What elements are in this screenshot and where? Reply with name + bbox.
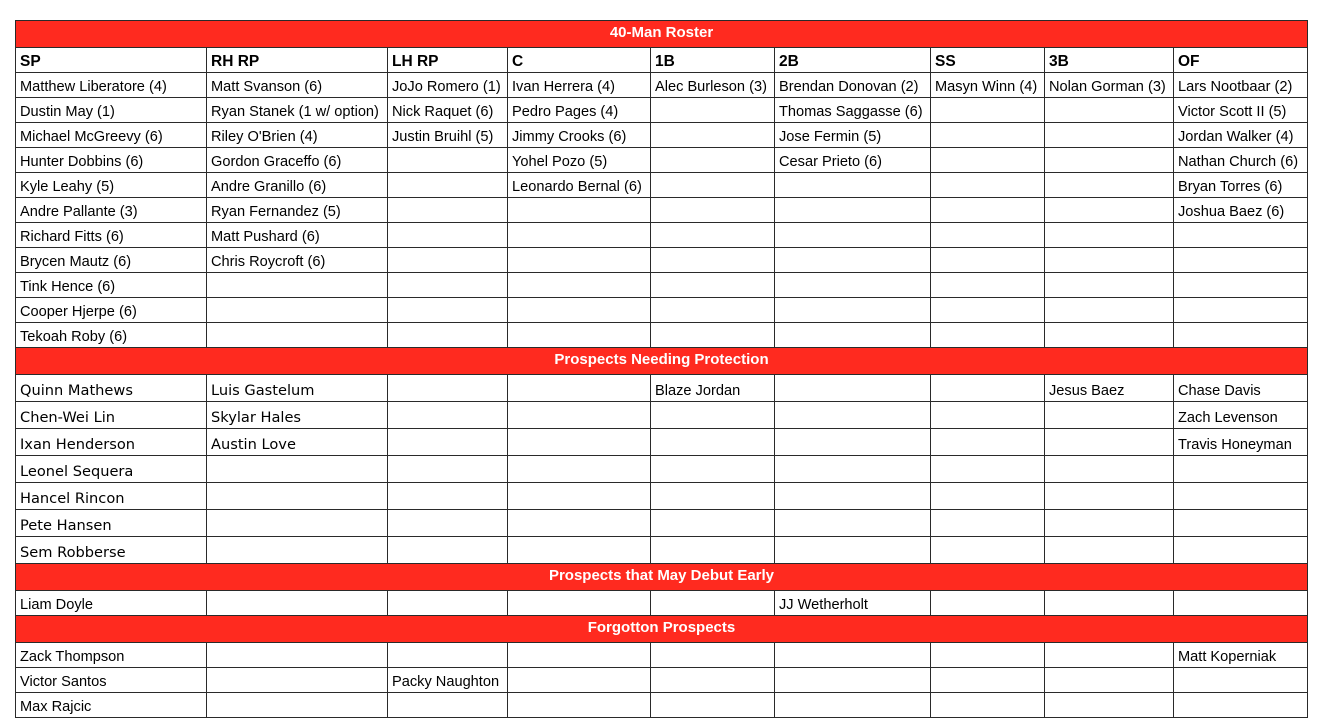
player-cell [651, 456, 775, 483]
player-cell [207, 591, 388, 616]
player-cell [207, 537, 388, 564]
player-cell [931, 98, 1045, 123]
player-cell [651, 198, 775, 223]
player-cell [207, 456, 388, 483]
player-cell [931, 123, 1045, 148]
player-cell [931, 402, 1045, 429]
player-cell [651, 123, 775, 148]
player-cell: Matt Pushard (6) [207, 223, 388, 248]
player-cell [1045, 98, 1174, 123]
column-header: OF [1174, 48, 1308, 73]
player-cell [775, 510, 931, 537]
player-cell [1045, 173, 1174, 198]
player-cell [388, 643, 508, 668]
player-cell [931, 483, 1045, 510]
player-cell [1045, 591, 1174, 616]
table-row [16, 510, 1308, 537]
player-cell [1045, 668, 1174, 693]
column-header: C [508, 48, 651, 73]
player-cell [775, 429, 931, 456]
player-cell [388, 591, 508, 616]
player-cell [508, 248, 651, 273]
player-cell [1045, 456, 1174, 483]
player-cell [775, 323, 931, 348]
player-cell [388, 429, 508, 456]
column-header-row [16, 48, 1308, 73]
table-row [16, 375, 1308, 402]
player-cell [931, 537, 1045, 564]
table-row [16, 591, 1308, 616]
player-cell [775, 668, 931, 693]
player-cell [1174, 223, 1308, 248]
player-cell: Tekoah Roby (6) [16, 323, 207, 348]
player-cell [1045, 643, 1174, 668]
player-cell [388, 402, 508, 429]
player-cell: Jordan Walker (4) [1174, 123, 1308, 148]
section-title: Prospects that May Debut Early [16, 564, 1308, 591]
column-header: SP [16, 48, 207, 73]
player-cell [1045, 148, 1174, 173]
player-cell [207, 668, 388, 693]
player-cell [388, 198, 508, 223]
player-cell: Brendan Donovan (2) [775, 73, 931, 98]
player-cell [508, 591, 651, 616]
player-cell [775, 298, 931, 323]
player-cell: Travis Honeyman [1174, 429, 1308, 456]
player-cell: Leonel Sequera [16, 456, 207, 483]
player-cell [775, 273, 931, 298]
player-cell [508, 456, 651, 483]
player-cell: JoJo Romero (1) [388, 73, 508, 98]
player-cell [388, 537, 508, 564]
table-row [16, 643, 1308, 668]
player-cell [775, 248, 931, 273]
player-cell: Andre Pallante (3) [16, 198, 207, 223]
player-cell: Jimmy Crooks (6) [508, 123, 651, 148]
player-cell: Skylar Hales [207, 402, 388, 429]
player-cell [1174, 273, 1308, 298]
player-cell [388, 510, 508, 537]
player-cell: Blaze Jordan [651, 375, 775, 402]
table-row [16, 123, 1308, 148]
column-header: 2B [775, 48, 931, 73]
player-cell: Victor Santos [16, 668, 207, 693]
player-cell [651, 223, 775, 248]
player-cell [207, 298, 388, 323]
player-cell [651, 510, 775, 537]
player-cell [508, 429, 651, 456]
table-row [16, 429, 1308, 456]
player-cell [388, 223, 508, 248]
player-cell [207, 273, 388, 298]
player-cell [931, 223, 1045, 248]
player-cell: Michael McGreevy (6) [16, 123, 207, 148]
player-cell [388, 483, 508, 510]
table-row [16, 248, 1308, 273]
table-row [16, 198, 1308, 223]
table-row [16, 98, 1308, 123]
player-cell: Kyle Leahy (5) [16, 173, 207, 198]
player-cell [931, 510, 1045, 537]
player-cell [775, 643, 931, 668]
table-row [16, 537, 1308, 564]
player-cell [651, 273, 775, 298]
player-cell [775, 537, 931, 564]
player-cell: Dustin May (1) [16, 98, 207, 123]
player-cell: Zach Levenson [1174, 402, 1308, 429]
player-cell [775, 483, 931, 510]
player-cell [388, 456, 508, 483]
player-cell [775, 402, 931, 429]
player-cell: Matt Svanson (6) [207, 73, 388, 98]
player-cell: Chase Davis [1174, 375, 1308, 402]
player-cell: Victor Scott II (5) [1174, 98, 1308, 123]
table-row [16, 298, 1308, 323]
player-cell [775, 375, 931, 402]
player-cell [388, 375, 508, 402]
table-row [16, 223, 1308, 248]
player-cell [651, 591, 775, 616]
table-row [16, 668, 1308, 693]
player-cell: Justin Bruihl (5) [388, 123, 508, 148]
roster-table [15, 20, 1308, 718]
player-cell [207, 643, 388, 668]
player-cell [1045, 323, 1174, 348]
player-cell: Richard Fitts (6) [16, 223, 207, 248]
player-cell: Thomas Saggasse (6) [775, 98, 931, 123]
player-cell [207, 483, 388, 510]
player-cell [1045, 248, 1174, 273]
table-row [16, 323, 1308, 348]
player-cell [1045, 510, 1174, 537]
player-cell [508, 198, 651, 223]
column-header: 3B [1045, 48, 1174, 73]
section-title: Forgotton Prospects [16, 616, 1308, 643]
player-cell: Quinn Mathews [16, 375, 207, 402]
player-cell [651, 537, 775, 564]
player-cell [1174, 483, 1308, 510]
table-row [16, 693, 1308, 718]
player-cell [651, 148, 775, 173]
table-row [16, 148, 1308, 173]
column-header: 1B [651, 48, 775, 73]
player-cell [508, 537, 651, 564]
player-cell: Ryan Stanek (1 w/ option) [207, 98, 388, 123]
player-cell [651, 248, 775, 273]
player-cell [388, 693, 508, 718]
player-cell [651, 693, 775, 718]
player-cell [931, 173, 1045, 198]
player-cell [775, 223, 931, 248]
player-cell [508, 402, 651, 429]
player-cell [651, 323, 775, 348]
player-cell [1045, 483, 1174, 510]
player-cell [508, 510, 651, 537]
player-cell: Riley O'Brien (4) [207, 123, 388, 148]
player-cell [1045, 537, 1174, 564]
player-cell: Hunter Dobbins (6) [16, 148, 207, 173]
player-cell [1174, 668, 1308, 693]
table-row [16, 402, 1308, 429]
player-cell [1045, 223, 1174, 248]
player-cell [651, 402, 775, 429]
player-cell [931, 375, 1045, 402]
player-cell [1045, 273, 1174, 298]
player-cell [1174, 510, 1308, 537]
table-row [16, 73, 1308, 98]
player-cell [508, 298, 651, 323]
player-cell: Nick Raquet (6) [388, 98, 508, 123]
player-cell: Ryan Fernandez (5) [207, 198, 388, 223]
player-cell: Pedro Pages (4) [508, 98, 651, 123]
player-cell [207, 693, 388, 718]
player-cell [1174, 693, 1308, 718]
player-cell: Lars Nootbaar (2) [1174, 73, 1308, 98]
player-cell [508, 273, 651, 298]
player-cell [651, 643, 775, 668]
player-cell: Matt Koperniak [1174, 643, 1308, 668]
player-cell: Chris Roycroft (6) [207, 248, 388, 273]
player-cell [651, 668, 775, 693]
player-cell [931, 643, 1045, 668]
player-cell: Ixan Henderson [16, 429, 207, 456]
player-cell [931, 148, 1045, 173]
player-cell [508, 223, 651, 248]
player-cell [1174, 591, 1308, 616]
player-cell: Pete Hansen [16, 510, 207, 537]
player-cell [1045, 198, 1174, 223]
player-cell: Alec Burleson (3) [651, 73, 775, 98]
player-cell: Luis Gastelum [207, 375, 388, 402]
player-cell: Jose Fermin (5) [775, 123, 931, 148]
table-row [16, 483, 1308, 510]
column-header: RH RP [207, 48, 388, 73]
player-cell: Joshua Baez (6) [1174, 198, 1308, 223]
player-cell: Tink Hence (6) [16, 273, 207, 298]
player-cell [651, 429, 775, 456]
section-header-protection [16, 348, 1308, 375]
player-cell [508, 693, 651, 718]
player-cell: Zack Thompson [16, 643, 207, 668]
section-header-debut [16, 564, 1308, 591]
player-cell [1045, 298, 1174, 323]
player-cell: Andre Granillo (6) [207, 173, 388, 198]
section-title: Prospects Needing Protection [16, 348, 1308, 375]
player-cell [508, 668, 651, 693]
player-cell [508, 483, 651, 510]
player-cell [931, 198, 1045, 223]
player-cell [1045, 123, 1174, 148]
column-header: SS [931, 48, 1045, 73]
player-cell [651, 298, 775, 323]
player-cell: JJ Wetherholt [775, 591, 931, 616]
player-cell [1045, 693, 1174, 718]
player-cell: Matthew Liberatore (4) [16, 73, 207, 98]
player-cell [1174, 298, 1308, 323]
player-cell: Gordon Graceffo (6) [207, 148, 388, 173]
player-cell [388, 298, 508, 323]
player-cell: Masyn Winn (4) [931, 73, 1045, 98]
player-cell: Cesar Prieto (6) [775, 148, 931, 173]
player-cell: Sem Robberse [16, 537, 207, 564]
player-cell [931, 323, 1045, 348]
player-cell [508, 375, 651, 402]
player-cell [388, 248, 508, 273]
player-cell: Ivan Herrera (4) [508, 73, 651, 98]
player-cell [1045, 402, 1174, 429]
player-cell [775, 173, 931, 198]
roster-table-body [16, 21, 1308, 718]
player-cell [388, 273, 508, 298]
player-cell: Liam Doyle [16, 591, 207, 616]
player-cell [388, 173, 508, 198]
player-cell [1174, 456, 1308, 483]
player-cell [651, 173, 775, 198]
player-cell: Max Rajcic [16, 693, 207, 718]
section-title: 40-Man Roster [16, 21, 1308, 48]
player-cell: Nathan Church (6) [1174, 148, 1308, 173]
player-cell: Yohel Pozo (5) [508, 148, 651, 173]
player-cell [931, 429, 1045, 456]
player-cell [931, 591, 1045, 616]
player-cell: Leonardo Bernal (6) [508, 173, 651, 198]
player-cell [1174, 537, 1308, 564]
player-cell [1045, 429, 1174, 456]
table-row [16, 456, 1308, 483]
section-header-forgotten [16, 616, 1308, 643]
player-cell [931, 693, 1045, 718]
player-cell [388, 323, 508, 348]
player-cell [207, 323, 388, 348]
table-row [16, 273, 1308, 298]
player-cell [931, 456, 1045, 483]
column-header: LH RP [388, 48, 508, 73]
player-cell [651, 483, 775, 510]
player-cell [388, 148, 508, 173]
player-cell: Packy Naughton [388, 668, 508, 693]
player-cell [775, 693, 931, 718]
player-cell: Chen-Wei Lin [16, 402, 207, 429]
player-cell: Austin Love [207, 429, 388, 456]
player-cell [207, 510, 388, 537]
player-cell: Jesus Baez [1045, 375, 1174, 402]
player-cell: Hancel Rincon [16, 483, 207, 510]
player-cell [775, 456, 931, 483]
player-cell [931, 298, 1045, 323]
player-cell: Cooper Hjerpe (6) [16, 298, 207, 323]
player-cell [1174, 248, 1308, 273]
player-cell [931, 273, 1045, 298]
section-header-roster [16, 21, 1308, 48]
player-cell [931, 668, 1045, 693]
player-cell: Bryan Torres (6) [1174, 173, 1308, 198]
player-cell [931, 248, 1045, 273]
player-cell: Nolan Gorman (3) [1045, 73, 1174, 98]
player-cell [651, 98, 775, 123]
player-cell [775, 198, 931, 223]
table-row [16, 173, 1308, 198]
player-cell [508, 643, 651, 668]
player-cell [508, 323, 651, 348]
player-cell: Brycen Mautz (6) [16, 248, 207, 273]
player-cell [1174, 323, 1308, 348]
